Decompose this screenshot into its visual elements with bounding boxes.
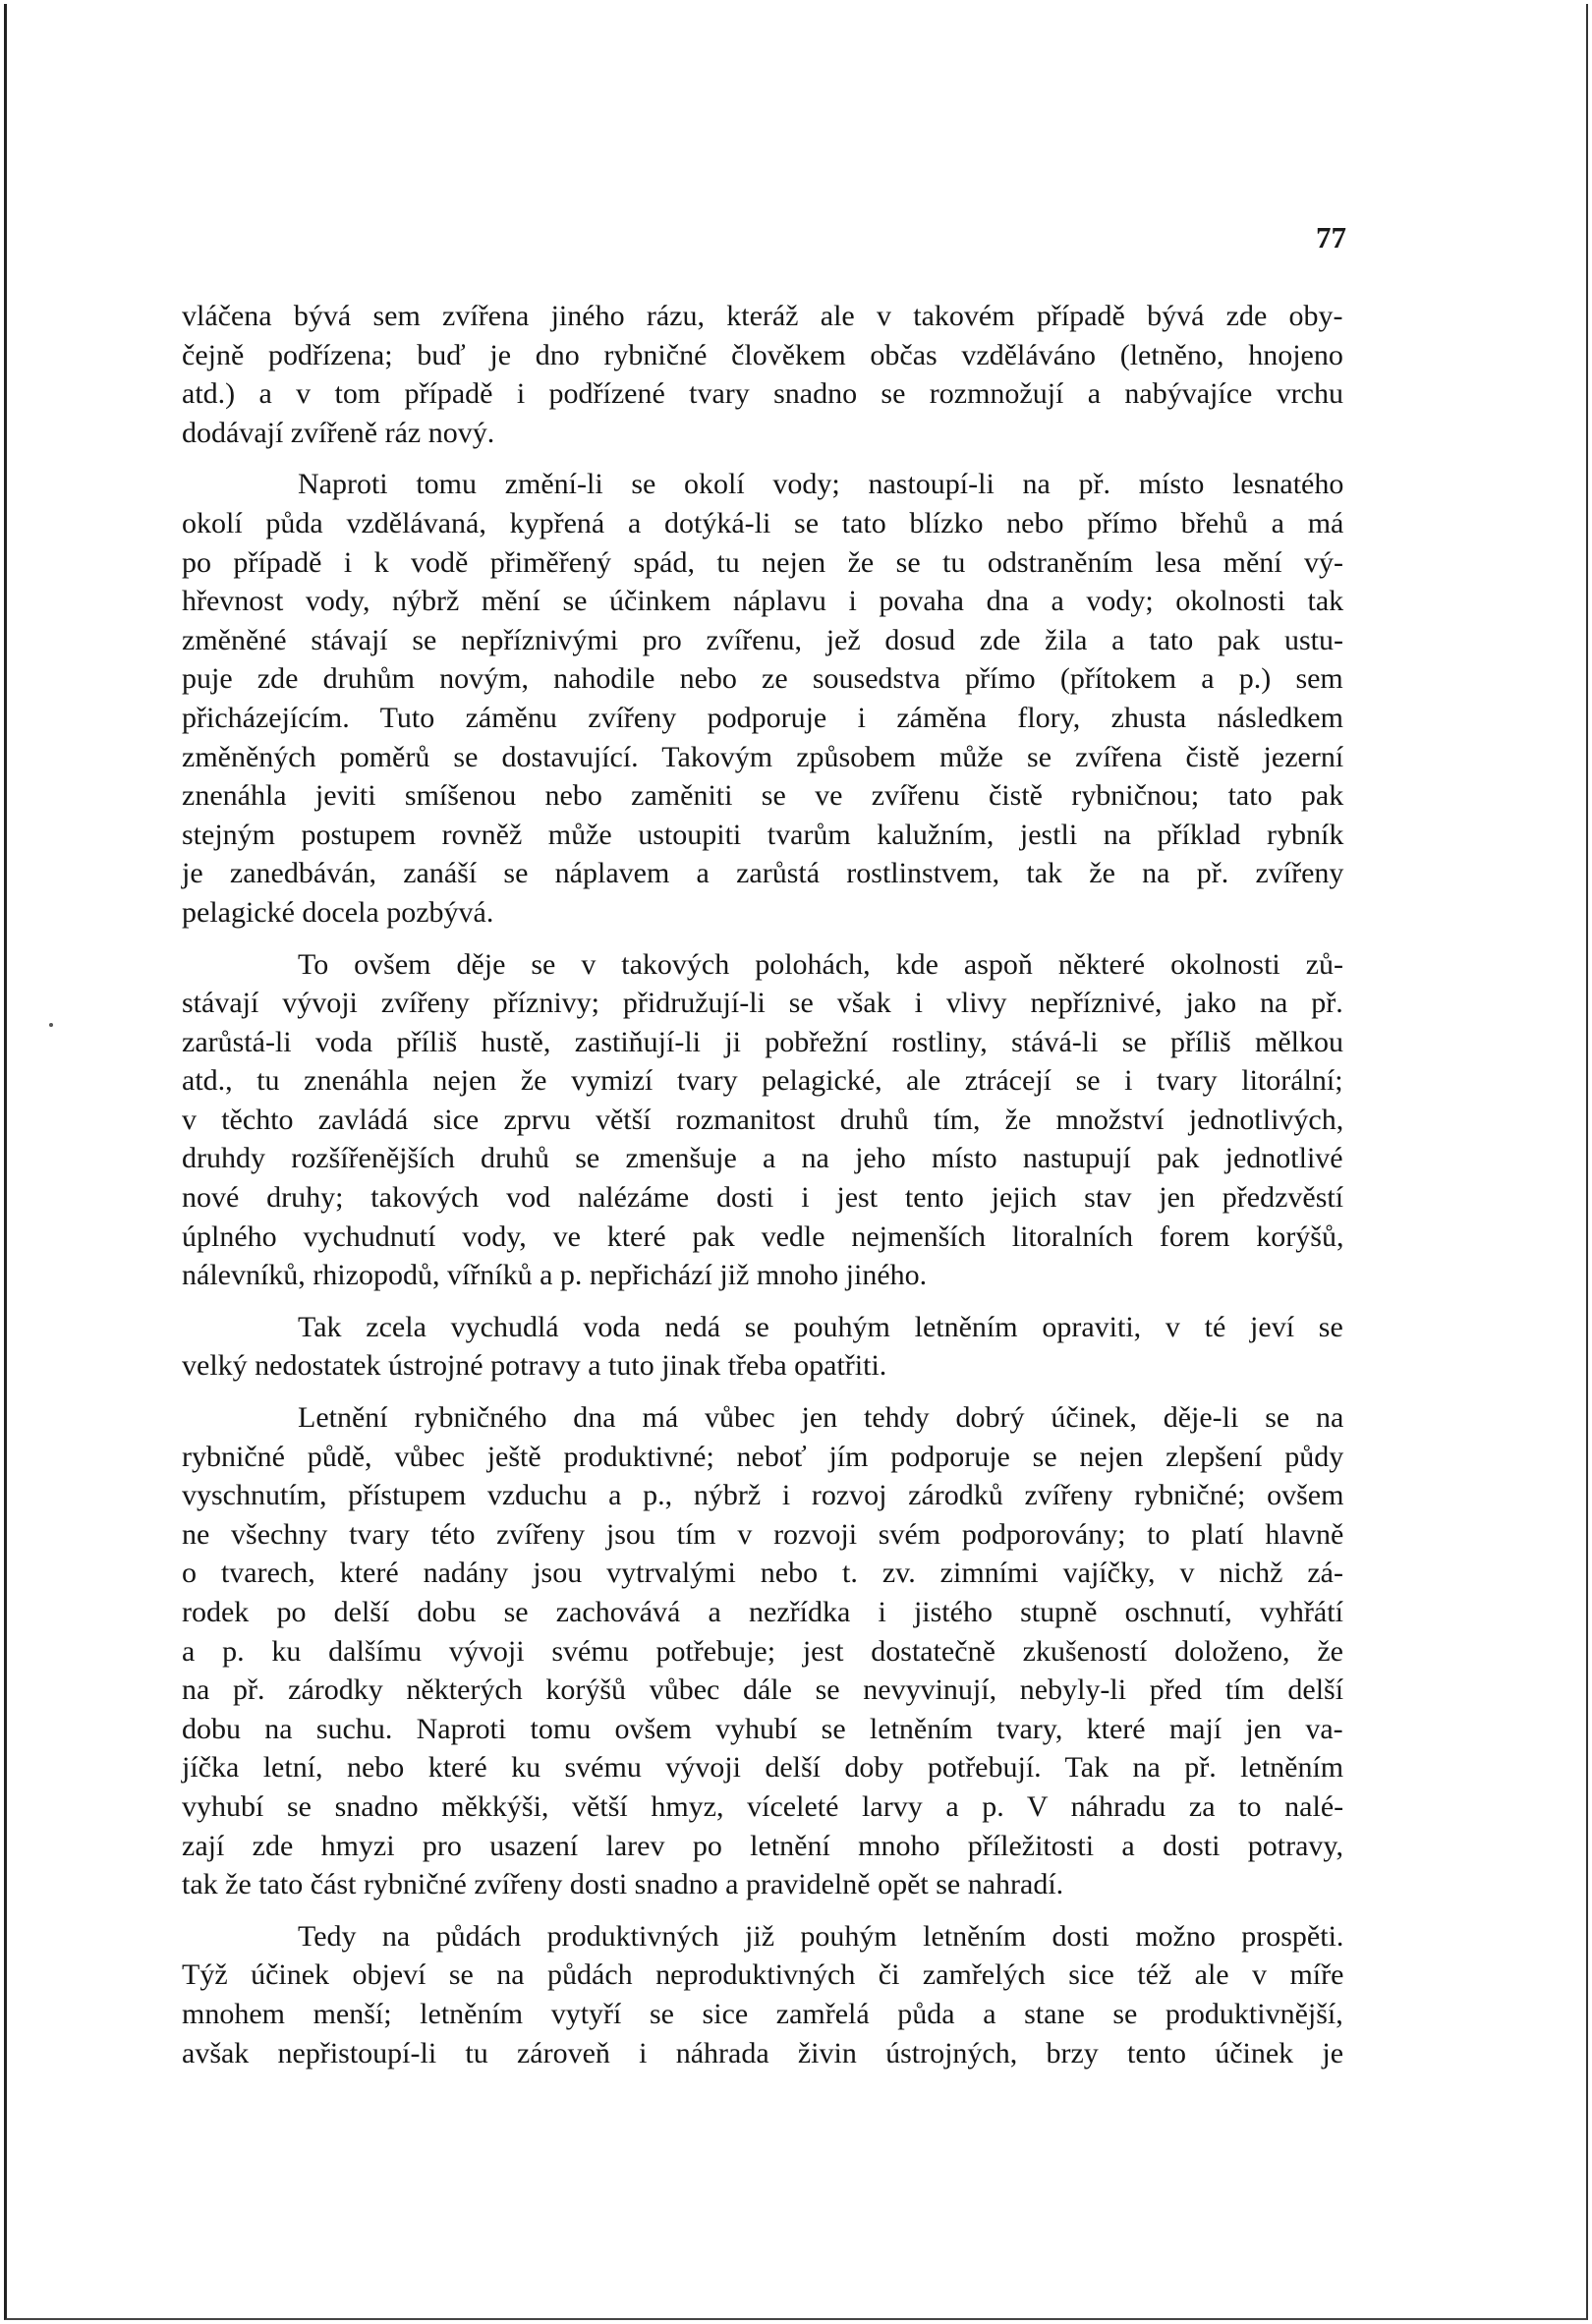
paragraph-6 bbox=[182, 1917, 1343, 2072]
text-line: přicházejícím. Tuto záměnu zvířeny podporuje i záměna flory, zhusta následkem bbox=[182, 701, 1343, 734]
body-text bbox=[182, 297, 1343, 2085]
text-line: stejným postupem rovněž může ustoupiti tvarům kalužním, jestli na příklad rybník bbox=[182, 818, 1344, 851]
text-line: velký nedostatek ústrojné potravy a tuto jinak třeba opatřiti. bbox=[182, 1349, 887, 1383]
text-line: Tedy na půdách produktivných již pouhým letněním dosti možno prospěti. bbox=[298, 1919, 1344, 1953]
text-line: je zanedbáván, zanáší se náplavem a zarůstá rostlinstvem, tak že na př. zvířeny bbox=[182, 857, 1344, 890]
text-line: rybničné půdě, vůbec ještě produktivné; neboť jím podporuje se nejen zlepšení půdy bbox=[182, 1440, 1344, 1473]
text-line: To ovšem děje se v takových polohách, kde aspoň některé okolnosti zů- bbox=[298, 947, 1344, 981]
text-line: Letnění rybničného dna má vůbec jen tehdy dobrý účinek, děje-li se na bbox=[298, 1401, 1344, 1435]
text-line: druhdy rozšířenějších druhů se zmenšuje a na jeho místo nastupují pak jednotlivé bbox=[182, 1142, 1343, 1175]
text-line: pelagické docela pozbývá. bbox=[182, 895, 494, 929]
text-line: nálevníků, rhizopodů, vířníků a p. nepřichází již mnoho jiného. bbox=[182, 1259, 928, 1292]
text-line: vyhubí se snadno měkkýši, větší hmyz, víceleté larvy a p. V náhradu za to nalé- bbox=[182, 1789, 1344, 1823]
paragraph-5 bbox=[182, 1398, 1343, 1904]
text-line: zarůstá-li voda příliš hustě, zastiňují-li ji pobřežní rostliny, stává-li se příliš mělkou bbox=[182, 1025, 1344, 1058]
text-line: Naproti tomu změní-li se okolí vody; nastoupí-li na př. místo lesnatého bbox=[298, 468, 1344, 501]
text-line: po případě i k vodě přiměřený spád, tu nejen že se tu odstraněním lesa mění vý- bbox=[182, 545, 1344, 579]
text-line: tak že tato část rybničné zvířeny dosti snadno a pravidelně opět se nahradí. bbox=[182, 1868, 1064, 1901]
text-line: jíčka letní, nebo které ku svému vývoji delší doby potřebují. Tak na př. letněním bbox=[182, 1751, 1344, 1785]
text-line: úplného vychudnutí vody, ve které pak vedle nejmenších litoralních forem korýšů, bbox=[182, 1219, 1344, 1253]
paragraph-1 bbox=[182, 297, 1343, 452]
text-line: okolí půda vzdělávaná, kypřená a dotýká-li se tato blízko nebo přímo břehů a má bbox=[182, 506, 1344, 539]
text-line: Týž účinek objeví se na půdách neproduktivných či zamřelých sice též ale v míře bbox=[182, 1958, 1344, 1992]
text-line: vyschnutím, přístupem vzduchu a p., nýbrž i rozvoj zárodků zvířeny rybničné; ovšem bbox=[182, 1479, 1344, 1512]
text-line: atd., tu znenáhla nejen že vymizí tvary pelagické, ale ztrácejí se i tvary litorální; bbox=[182, 1064, 1343, 1098]
text-line: a p. ku dalšímu vývoji svému potřebuje; jest dostatečně zkušeností doloženo, že bbox=[182, 1634, 1343, 1668]
text-line: atd.) a v tom případě i podřízené tvary snadno se rozmnožují a nabývajíce vrchu bbox=[182, 377, 1343, 411]
paragraph-4 bbox=[182, 1308, 1343, 1386]
text-line: čejně podřízena; buď je dno rybničné člověkem občas vzděláváno (letněno, hnojeno bbox=[182, 338, 1343, 371]
text-line: stávají vývoji zvířeny příznivy; přidružují-li se však i vlivy nepříznivé, jako na př. bbox=[182, 987, 1343, 1020]
text-line: nové druhy; takových vod nalézáme dosti i jest tento jejich stav jen předzvěstí bbox=[182, 1181, 1344, 1215]
text-line: na př. zárodky některých korýšů vůbec dále se nevyvinují, nebyly-li před tím delší bbox=[182, 1673, 1344, 1707]
text-line: znenáhla jeviti smíšenou nebo zaměniti se ve zvířenu čistě rybničnou; tato pak bbox=[182, 779, 1344, 813]
text-line: o tvarech, které nadány jsou vytrvalými nebo t. zv. zimními vajíčky, v nichž zá- bbox=[182, 1557, 1343, 1590]
paragraph-2 bbox=[182, 465, 1343, 932]
text-line: mnohem menší; letněním vytyří se sice zamřelá půda a stane se produktivnější, bbox=[182, 1997, 1343, 2030]
text-line: hřevnost vody, nýbrž mění se účinkem náplavu i povaha dna a vody; okolnosti tak bbox=[182, 585, 1344, 618]
text-line: v těchto zavládá sice zprvu větší rozmanitost druhů tím, že množství jednotlivých, bbox=[182, 1103, 1344, 1136]
text-line: puje zde druhům novým, nahodile nebo ze sousedstva přímo (přítokem a p.) sem bbox=[182, 662, 1343, 696]
text-line: ne všechny tvary této zvířeny jsou tím v rozvoji svém podporovány; to platí hlavně bbox=[182, 1517, 1344, 1551]
text-line: dobu na suchu. Naproti tomu ovšem vyhubí se letněním tvary, které mají jen va- bbox=[182, 1712, 1343, 1745]
page-number: 77 bbox=[1316, 220, 1346, 255]
text-line: vláčena bývá sem zvířena jiného rázu, kteráž ale v takovém případě bývá zde oby- bbox=[182, 300, 1343, 332]
text-line: dodávají zvířeně ráz nový. bbox=[182, 416, 495, 449]
paragraph-3 bbox=[182, 945, 1343, 1295]
text-line: Tak zcela vychudlá voda nedá se pouhým letněním opraviti, v té jeví se bbox=[298, 1310, 1343, 1343]
text-line: avšak nepřistoupí-li tu zároveň i náhrada živin ústrojných, brzy tento účinek je bbox=[182, 2036, 1344, 2069]
margin-speck bbox=[49, 1023, 53, 1027]
text-line: rodek po delší dobu se zachovává a nezřídka i jistého stupně oschnutí, vyhřátí bbox=[182, 1596, 1343, 1628]
text-line: změněné stávají se nepříznivými pro zvířenu, jež dosud zde žila a tato pak ustu- bbox=[182, 623, 1343, 656]
text-line: změněných poměrů se dostavující. Takovým způsobem může se zvířena čistě jezerní bbox=[182, 740, 1344, 773]
text-line: zají zde hmyzi pro usazení larev po letnění mnoho příležitosti a dosti potravy, bbox=[182, 1829, 1343, 1862]
